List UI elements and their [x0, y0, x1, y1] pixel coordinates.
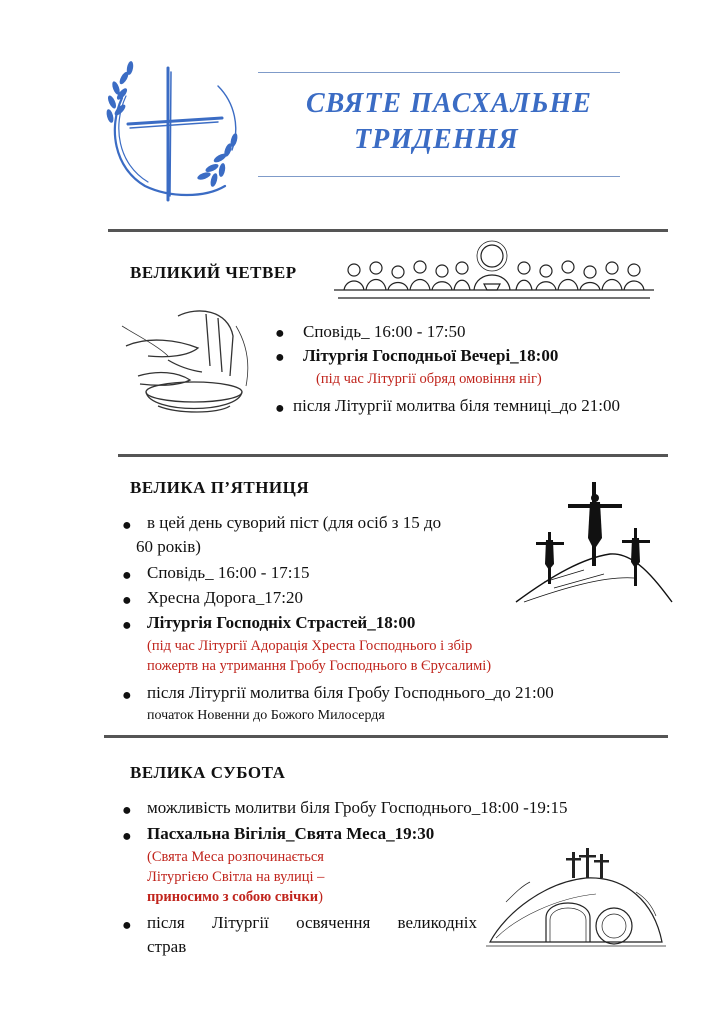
thursday-item-liturgy: Літургія Господньої Вечері_18:00	[303, 346, 559, 365]
section-title-saturday: ВЕЛИКА СУБОТА	[130, 763, 286, 782]
header-bottom-line	[258, 176, 620, 177]
bullet-icon: ●	[122, 687, 132, 704]
friday-item-confession: Сповідь_ 16:00 - 17:15	[147, 563, 310, 582]
bullet-icon: ●	[275, 325, 285, 342]
saturday-item-vigil: Пасхальна Вігілія_Свята Меса_19:30	[147, 824, 435, 843]
section-title-friday: ВЕЛИКА П’ЯТНИЦЯ	[130, 478, 310, 497]
foot-washing-illustration	[118, 296, 268, 416]
divider-thursday	[118, 454, 668, 457]
bullet-icon: ●	[122, 592, 132, 609]
thursday-item-prayer: після Літургії молитва біля темниці_до 21:00	[293, 396, 620, 415]
bullet-icon: ●	[122, 617, 132, 634]
page-title-line1: СВЯТЕ ПАСХАЛЬНЕ	[306, 88, 592, 119]
bullet-icon: ●	[275, 349, 285, 366]
saturday-item-blessing-text: після Літургії освячення великодніх	[147, 913, 477, 932]
page-title-line2: ТРИДЕННЯ	[354, 124, 519, 155]
section-title-thursday: ВЕЛИКИЙ ЧЕТВЕР	[130, 263, 297, 282]
divider-top	[108, 229, 668, 232]
bullet-icon: ●	[122, 517, 132, 534]
divider-friday	[104, 735, 668, 738]
bullet-icon: ●	[122, 917, 132, 934]
bullet-icon: ●	[122, 828, 132, 845]
saturday-item-blessing-line2: страв	[147, 937, 187, 956]
candles-note: приносимо з собою свічки	[147, 889, 319, 905]
thursday-item-confession: Сповідь_ 16:00 - 17:50	[303, 322, 466, 341]
empty-tomb-illustration	[486, 842, 666, 952]
candles-note-end: )	[318, 889, 323, 905]
saturday-item-vigil-note3	[147, 889, 323, 906]
bullet-icon: ●	[275, 400, 285, 417]
friday-item-prayer-note: початок Новенни до Божого Милосердя	[147, 708, 385, 723]
header-top-line	[258, 72, 620, 73]
bullet-icon: ●	[122, 567, 132, 584]
friday-item-liturgy-note1: (під час Літургії Адорація Хреста Господнього і збір	[147, 638, 473, 654]
friday-item-liturgy-note2: пожертв на утримання Гробу Господнього в Єрусалимі)	[147, 658, 492, 674]
friday-item-fast-line1: в цей день суворий піст (для осіб з 15 до	[147, 513, 442, 532]
crucifixion-illustration	[514, 478, 674, 608]
saturday-item-vigil-note1: (Свята Меса розпочинається	[147, 849, 324, 865]
cross-with-wheat-icon	[100, 58, 250, 208]
last-supper-illustration	[334, 240, 654, 310]
friday-item-fast-line2: 60 років)	[136, 537, 201, 556]
friday-item-liturgy: Літургія Господніх Страстей_18:00	[147, 613, 416, 632]
bullet-icon: ●	[122, 802, 132, 819]
saturday-item-vigil-note2: Літургією Світла на вулиці –	[147, 869, 325, 885]
friday-item-way-of-cross: Хресна Дорога_17:20	[147, 588, 304, 607]
friday-item-prayer: після Літургії молитва біля Гробу Господнього_до 21:00	[147, 683, 554, 702]
thursday-item-liturgy-note: (під час Літургії обряд омовіння ніг)	[316, 371, 542, 387]
saturday-item-prayer-tomb: можливість молитви біля Гробу Господнього_18:00 -19:15	[147, 798, 568, 817]
saturday-item-blessing-line1	[147, 913, 477, 933]
